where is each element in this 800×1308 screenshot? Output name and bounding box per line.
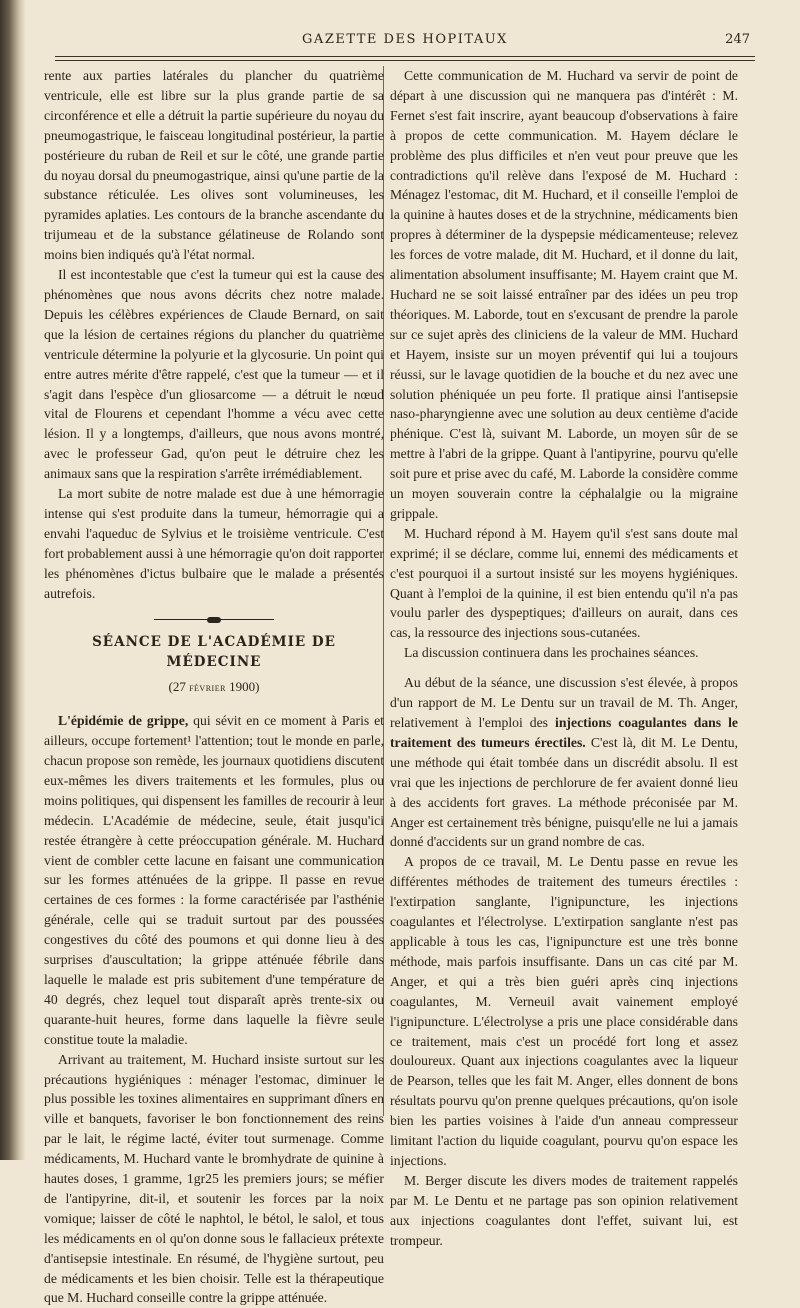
paragraph: A propos de ce travail, M. Le Dentu passe en revue les différentes méthodes de traitement des tumeurs érectiles : l'extirpation sanglante, l'ignipuncture, les injections coagulantes et l'électrolyse. L'extirpation sanglante n'est pas applicable à tous les cas, l'ignipuncture est une très bonne méthode, mais parfois insuffisante. Dans un cas cité par M. Anger, et qui a très bien guéri après cinq injections coagulantes, M. Verneuil avait vainement employé l'ignipuncture. L'électrolyse a pris une place considérable dans ce traitement, mais c'est un procédé fort long et assez douloureux. Quant aux injections coagulantes avec la liqueur de Pearson, telles que les fait M. Anger, elles donnent de bons résultats pourvu qu'on prenne quelques précautions, qu'on isole bien les parties voisines à l'aide d'un anneau compresseur limitant l'action du liquide coagulant, pourvu qu'on espace les injections. — [390, 854, 738, 1168]
lead-phrase: L'épidémie de grippe, — [58, 713, 189, 729]
paragraph: Arrivant au traitement, M. Huchard insiste surtout sur les précautions hygiéniques : ménager l'estomac, diminuer le plus possible les toxines alimentaires en supprimant dîners en ville et banquets, favoriser le bon fonctionnement des reins par le lait, le régime lacté, éviter tout surmenage. Comme médicaments, M. Huchard vante le bromhydrate de quinine à hautes doses, 1 gramme, 1gr25 les premiers jours; se méfier de l'antipyrine, dit-il, et soutenir les forces par la noix vomique; laisser de côté le naphtol, le bétol, le salol, et tous les médicaments en ol qu'on donne sous le fallacieux prétexte d'antisepsie intestinale. En résumé, de l'hygiène surtout, peu de médicaments et les bien choisir. Telle est la thérapeutique que M. Huchard conseille contre la grippe atténuée. — [44, 1051, 384, 1306]
right-column — [390, 66, 738, 1250]
left-column — [44, 66, 384, 1308]
paragraph: rente aux parties latérales du plancher du quatrième ventricule, elle est libre sur la plus grande partie de sa circonférence et elle a détruit la partie supérieure du noyau du pneumogastrique, le faisceau longitudinal postérieur, la partie postérieure du ruban de Reil et sur le côté, une grande partie du noyau dorsal du pneumogastrique, ainsi qu'une partie de la substance réticulée. Les olives sont volumineuses, les pyramides aplaties. Les contours de la branche ascendante du trijumeau et de la substance gélatineuse de Rolando sont moins bien indiqués qu'à l'état normal. — [44, 68, 384, 263]
paragraph: Cette communication de M. Huchard va servir de point de départ à une discussion qui ne manquera pas d'intérêt : M. Fernet s'est fait inscrire, ayant beaucoup d'observations à faire à propos de cette communication. M. Hayem déclare le problème des plus difficiles et n'en veut pour preuve que les contradictions qu'il relève dans l'exposé de M. Huchard : Ménagez l'estomac, dit M. Huchard, et il conseille l'emploi de la quinine à hautes doses et de la strychnine, médicaments bien propres à déterminer de la dyspepsie médicamenteuse; relevez les forces de votre malade, dit M. Huchard, et il donne du lait, alimentation absolument insuffisante; M. Hayem craint que M. Huchard ne se soit laissé entraîner par des idées un peu trop théoriques. M. Laborde, tout en s'excusant de prendre la parole sur ce sujet après des cliniciens de la valeur de MM. Huchard et Hayem, insiste sur un moyen préventif qui lui a toujours réussi, sur le lavage quotidien de la bouche et du nez avec une solution phéniquée un peu forte. Il pratique ainsi l'antisepsie naso-pharyngienne avec une solution au deux centième d'acide phénique. C'est là, suivant M. Laborde, un moyen sûr de se mettre à l'abri de la grippe. Quant à l'antipyrine, pourvu qu'elle soit pure et prise avec du café, M. Laborde la considère comme un moyen souverain contre la céphalalgie ou la migraine grippale. — [390, 68, 738, 521]
section-title: SÉANCE DE L'ACADÉMIE DE MÉDECINE — [92, 634, 336, 671]
paragraph: La discussion continuera dans les prochaines séances. — [404, 645, 699, 661]
paragraph: M. Berger discute les divers modes de traitement rappelés par M. Le Dentu et ne partage pas son opinion relativement aux injections coagulantes dont l'effet, suivant lui, est trompeur. — [390, 1172, 738, 1248]
paragraph: La mort subite de notre malade est due à une hémorragie intense qui s'est produite dans la tumeur, hémorragie qui a envahi l'aqueduc de Sylvius et le troisième ventricule. C'est fort probablement aussi à une hémorragie qu'on doit rapporter les phénomènes d'ictus bulbaire que le malade a présentés autrefois. — [44, 486, 384, 601]
paragraph: Il est incontestable que c'est la tumeur qui est la cause des phénomènes que nous avons décrits chez notre malade. Depuis les célèbres expériences de Claude Bernard, on sait que la lésion de certaines régions du plancher du quatrième ventricule détermine la polyurie et la glycosurie. Un point qui entre autres mérite d'être rappelé, c'est que la tumeur — et il s'agit dans l'espèce d'un gliosarcome — a détruit le nœud vital de Flourens et cependant l'homme a vécu avec cette lésion. Il y a longtemps, d'ailleurs, que nous avons montré, avec le professeur Gad, qu'on peut le détruire chez les animaux sans que la respiration s'arrête irrémédiablement. — [44, 267, 384, 482]
page-number: 247 — [725, 32, 750, 47]
bold-phrase: injections coagulantes dans le traitement des tumeurs érectiles. — [390, 715, 738, 750]
section-separator — [154, 617, 274, 623]
page-binding-shadow — [0, 0, 26, 1160]
journal-title: GAZETTE DES HOPITAUX — [302, 32, 508, 47]
section-date: (27 février 1900) — [168, 679, 260, 695]
running-head — [60, 32, 750, 52]
header-rule — [55, 56, 755, 61]
paragraph: M. Huchard répond à M. Hayem qu'il s'est sans doute mal exprimé; il se déclare, comme lui, ennemi des médicaments et c'est pourquoi il a surtout insisté sur les moyens hygiéniques. Quant à l'emploi de la quinine, il est bien entendu qu'il n'a pas voulu parler des dyspeptiques; d'ailleurs on aurait, dans ces cas, la ressource des injections sous-cutanées. — [390, 525, 738, 641]
paragraph: Au début de la séance, une discussion s'est élevée, à propos d'un rapport de M. Le Dentu sur un travail de M. Th. Anger, relativement à l'emploi des injections coagulantes dans le traitement des tumeurs érectiles. C'est là, dit M. Le Dentu, une méthode qui était tombée dans un discrédit absolu. Il est vrai que les injections de perchlorure de fer avaient donné lieu à des accidents fort graves. La méthode préconisée par M. Anger est certainement très bénigne, puisqu'elle ne lui a jamais donné d'accidents sur un grand nombre de cas. — [390, 675, 738, 850]
paragraph: L'épidémie de grippe, qui sévit en ce moment à Paris et ailleurs, occupe fortement¹ l'attention; tout le monde en parle, chacun propose son remède, les journaux quotidiens discutent eux-mêmes les divers traitements et les formules, plus ou moins politiques, qui dispensent les familles de recourir à leur médecin. L'Académie de médecine, seule, était jusqu'ici restée étrangère à cette préoccupation générale. M. Huchard vient de combler cette lacune en faisant une communication sur les formes atténuées de la grippe. Il passe en revue certaines de ces formes : la forme caractérisée par l'asthénie générale, celle qui se traduit surtout par des poussées congestives du côté des poumons et qui donne lieu à des surprises d'auscultation; la grippe atténuée fébrile dans laquelle le malade est pris subitement d'une température de 40 degrés, chez lequel tout disparaît après trente-six ou quarante-huit heures, forme dans laquelle la fièvre seule constitue toute la maladie. — [44, 713, 384, 1047]
